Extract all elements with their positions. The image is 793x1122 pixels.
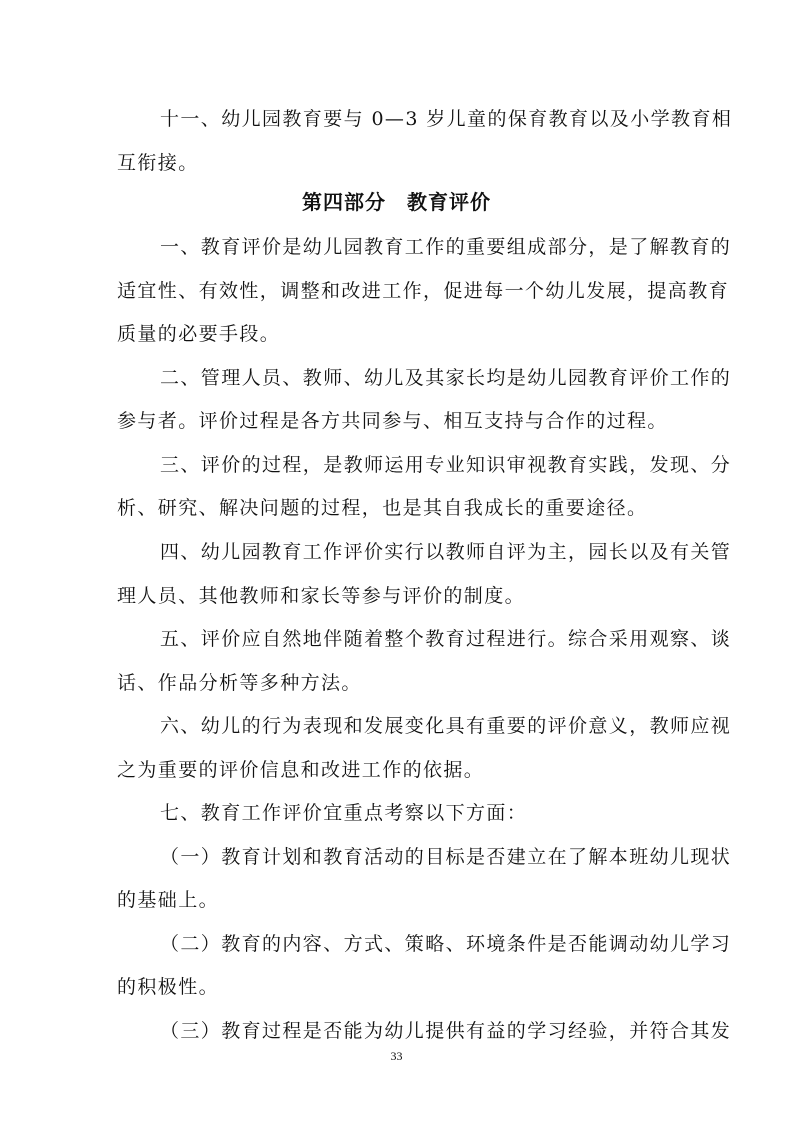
section-heading: 第四部分 教育评价: [302, 190, 491, 214]
page-number: 33: [390, 1049, 403, 1063]
text-line: （二）教育的内容、方式、策略、环境条件是否能调动幼儿学习: [160, 933, 732, 955]
text-line: 参与者。评价过程是各方共同参与、相互支持与合作的过程。: [117, 410, 668, 432]
text-line: 析、研究、解决问题的过程，也是其自我成长的重要途径。: [117, 497, 648, 519]
text-line: 的基础上。: [117, 889, 220, 911]
text-line: 二、管理人员、教师、幼儿及其家长均是幼儿园教育评价工作的: [160, 367, 732, 389]
text-line: 六、幼儿的行为表现和发展变化具有重要的评价意义，教师应视: [160, 715, 732, 737]
text-line: 质量的必要手段。: [117, 323, 281, 345]
text-line: 四、幼儿园教育工作评价实行以教师自评为主，园长以及有关管: [160, 541, 732, 563]
text-line: 互衔接。: [117, 152, 199, 174]
text-line: 的积极性。: [117, 976, 220, 998]
text-line: 七、教育工作评价宜重点考察以下方面：: [160, 802, 528, 824]
text-line: 话、作品分析等多种方法。: [117, 672, 362, 694]
text-line: 之为重要的评价信息和改进工作的依据。: [117, 759, 485, 781]
text-line: （一）教育计划和教育活动的目标是否建立在了解本班幼儿现状: [160, 846, 732, 868]
text-line: （三）教育过程是否能为幼儿提供有益的学习经验，并符合其发: [160, 1020, 732, 1042]
text-line: 理人员、其他教师和家长等参与评价的制度。: [117, 585, 526, 607]
text-line: 适宜性、有效性，调整和改进工作，促进每一个幼儿发展，提高教育: [117, 280, 730, 302]
text-line: 十一、幼儿园教育要与 0—3 岁儿童的保育教育以及小学教育相: [160, 108, 733, 130]
text-line: 三、评价的过程，是教师运用专业知识审视教育实践，发现、分: [160, 454, 732, 476]
text-line: 五、评价应自然地伴随着整个教育过程进行。综合采用观察、谈: [160, 628, 732, 650]
text-line: 一、教育评价是幼儿园教育工作的重要组成部分，是了解教育的: [160, 236, 732, 258]
